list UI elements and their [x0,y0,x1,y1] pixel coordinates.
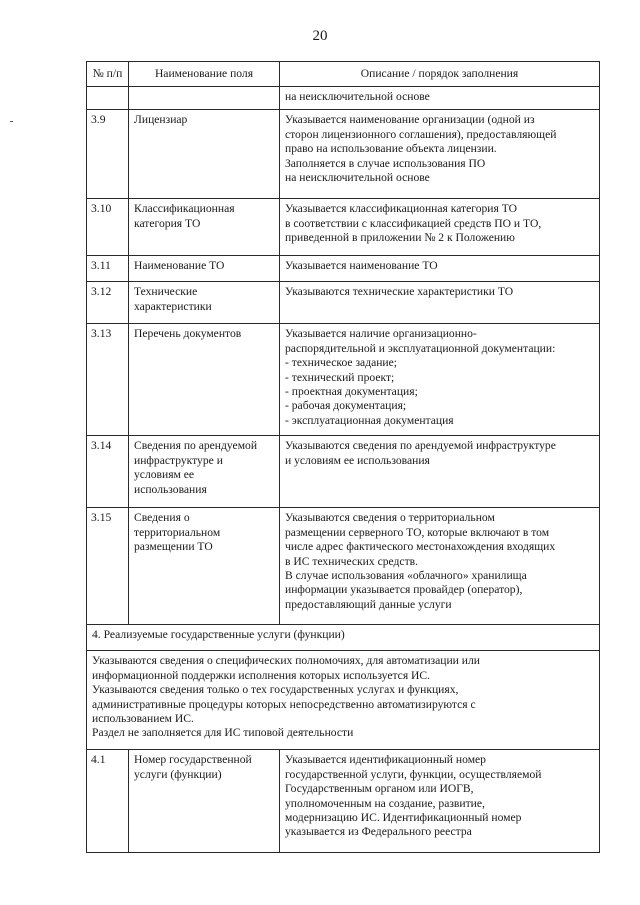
row-desc [280,324,600,436]
desc-line: распорядительной и эксплуатационной документации: [285,341,556,355]
desc-line: государственной услуги, функции, осуществляемой [285,767,542,781]
desc-line: Указывается наличие организационно- [285,327,477,341]
desc-line: - эксплуатационная документация [285,413,454,427]
table-row [87,282,600,324]
name-line: услуги (функции) [134,767,222,781]
row-desc [280,199,600,256]
row-name [129,110,280,199]
intro-line: административные процедуры которых непосредственно автоматизируются с [92,697,476,711]
intro-line: Указываются сведения о специфических полномочиях, для автоматизации или [92,654,480,668]
desc-line: в соответствии с классификацией средств ПО и ТО, [285,216,542,230]
row-desc [280,436,600,508]
name-line: территориальном [134,525,221,539]
name-line: Перечень документов [134,327,242,341]
table-row [87,256,600,282]
table-row [87,87,600,110]
desc-line: указывается из Федерального реестра [285,825,472,839]
row-desc [280,87,600,110]
desc-line: модернизацию ИС. Идентификационный номер [285,811,522,825]
row-name [129,750,280,853]
desc-line: Указываются технические характеристики ТО [285,285,514,299]
desc-line: предоставляющий данные услуги [285,597,452,611]
row-num: 3.12 [87,282,129,324]
row-num: 3.9 [87,110,129,199]
name-line: характеристики [134,299,212,313]
desc-line: на неисключительной основе [285,90,430,104]
table-row [87,199,600,256]
desc-line: числе адрес фактического местонахождения входящих [285,540,556,554]
desc-line: размещении серверного ТО, которые включают в том [285,525,550,539]
row-name [129,87,280,110]
scan-mark [10,121,13,122]
row-name [129,282,280,324]
desc-line: В случае использования «облачного» хранилища [285,569,527,583]
desc-line: сторон лицензионного соглашения), предоставляющей [285,127,557,141]
desc-line: Указывается наименование организации (одной из [285,113,535,127]
table-row [87,110,600,199]
row-num: 3.13 [87,324,129,436]
row-num: 3.10 [87,199,129,256]
row-name [129,508,280,625]
desc-line: на неисключительной основе [285,171,430,185]
name-line: Лицензиар [134,113,188,127]
section-title-row [87,625,600,651]
row-num: 3.15 [87,508,129,625]
page-number: 20 [312,28,328,44]
row-name [129,324,280,436]
row-desc [280,750,600,853]
section-intro-row [87,651,600,750]
section-title: 4. Реализуемые государственные услуги (функции) [87,625,600,651]
header-name: Наименование поля [129,62,280,87]
table-header-row [87,62,600,87]
table-row [87,436,600,508]
table-row [87,508,600,625]
desc-line: - проектная документация; [285,385,418,399]
row-name [129,436,280,508]
desc-line: Указывается наименование ТО [285,259,438,273]
desc-line: информации указывается провайдер (оператор), [285,583,523,597]
row-desc [280,110,600,199]
row-desc [280,282,600,324]
desc-line: приведенной в приложении № 2 к Положению [285,231,515,245]
name-line: Сведения по арендуемой [134,439,258,453]
table-row [87,324,600,436]
name-line: Сведения о [134,511,190,525]
name-line: Классификационная [134,202,235,216]
name-line: использования [134,482,207,496]
header-num: № п/п [87,62,129,87]
desc-line: Указывается идентификационный номер [285,753,486,767]
name-line: Технические [134,285,198,299]
section-intro [87,651,600,750]
desc-line: Государственным органом или ИОГВ, [285,782,474,796]
desc-line: уполномоченным на создание, развитие, [285,796,485,810]
desc-line: - технический проект; [285,370,395,384]
name-line: условиям ее [134,468,195,482]
row-num: 3.14 [87,436,129,508]
header-desc: Описание / порядок заполнения [280,62,600,87]
row-num: 3.11 [87,256,129,282]
intro-line: информационной поддержки исполнения которых используется ИС. [92,668,431,682]
desc-line: Указываются сведения по арендуемой инфраструктуре [285,439,556,453]
desc-line: Указывается классификационная категория ТО [285,202,518,216]
desc-line: - техническое задание; [285,356,398,370]
row-num [87,87,129,110]
name-line: Наименование ТО [134,259,225,273]
desc-line: Указываются сведения о территориальном [285,511,495,525]
fields-table [86,61,600,853]
desc-line: Заполняется в случае использования ПО [285,156,486,170]
desc-line: в ИС технических средств. [285,554,419,568]
table-row [87,750,600,853]
table-body [87,87,600,853]
desc-line: право на использование объекта лицензии. [285,142,497,156]
desc-line: - рабочая документация; [285,399,407,413]
intro-line: Указываются сведения только о тех государственных услугах и функциях, [92,683,459,697]
desc-line: и условиям ее использования [285,453,430,467]
intro-line: использованием ИС. [92,712,194,726]
intro-line: Раздел не заполняется для ИС типовой деятельности [92,726,354,740]
name-line: размещении ТО [134,540,213,554]
row-name [129,199,280,256]
row-num: 4.1 [87,750,129,853]
row-desc [280,508,600,625]
name-line: категория ТО [134,216,201,230]
row-desc [280,256,600,282]
row-name [129,256,280,282]
name-line: инфраструктуре и [134,453,223,467]
name-line: Номер государственной [134,753,252,767]
